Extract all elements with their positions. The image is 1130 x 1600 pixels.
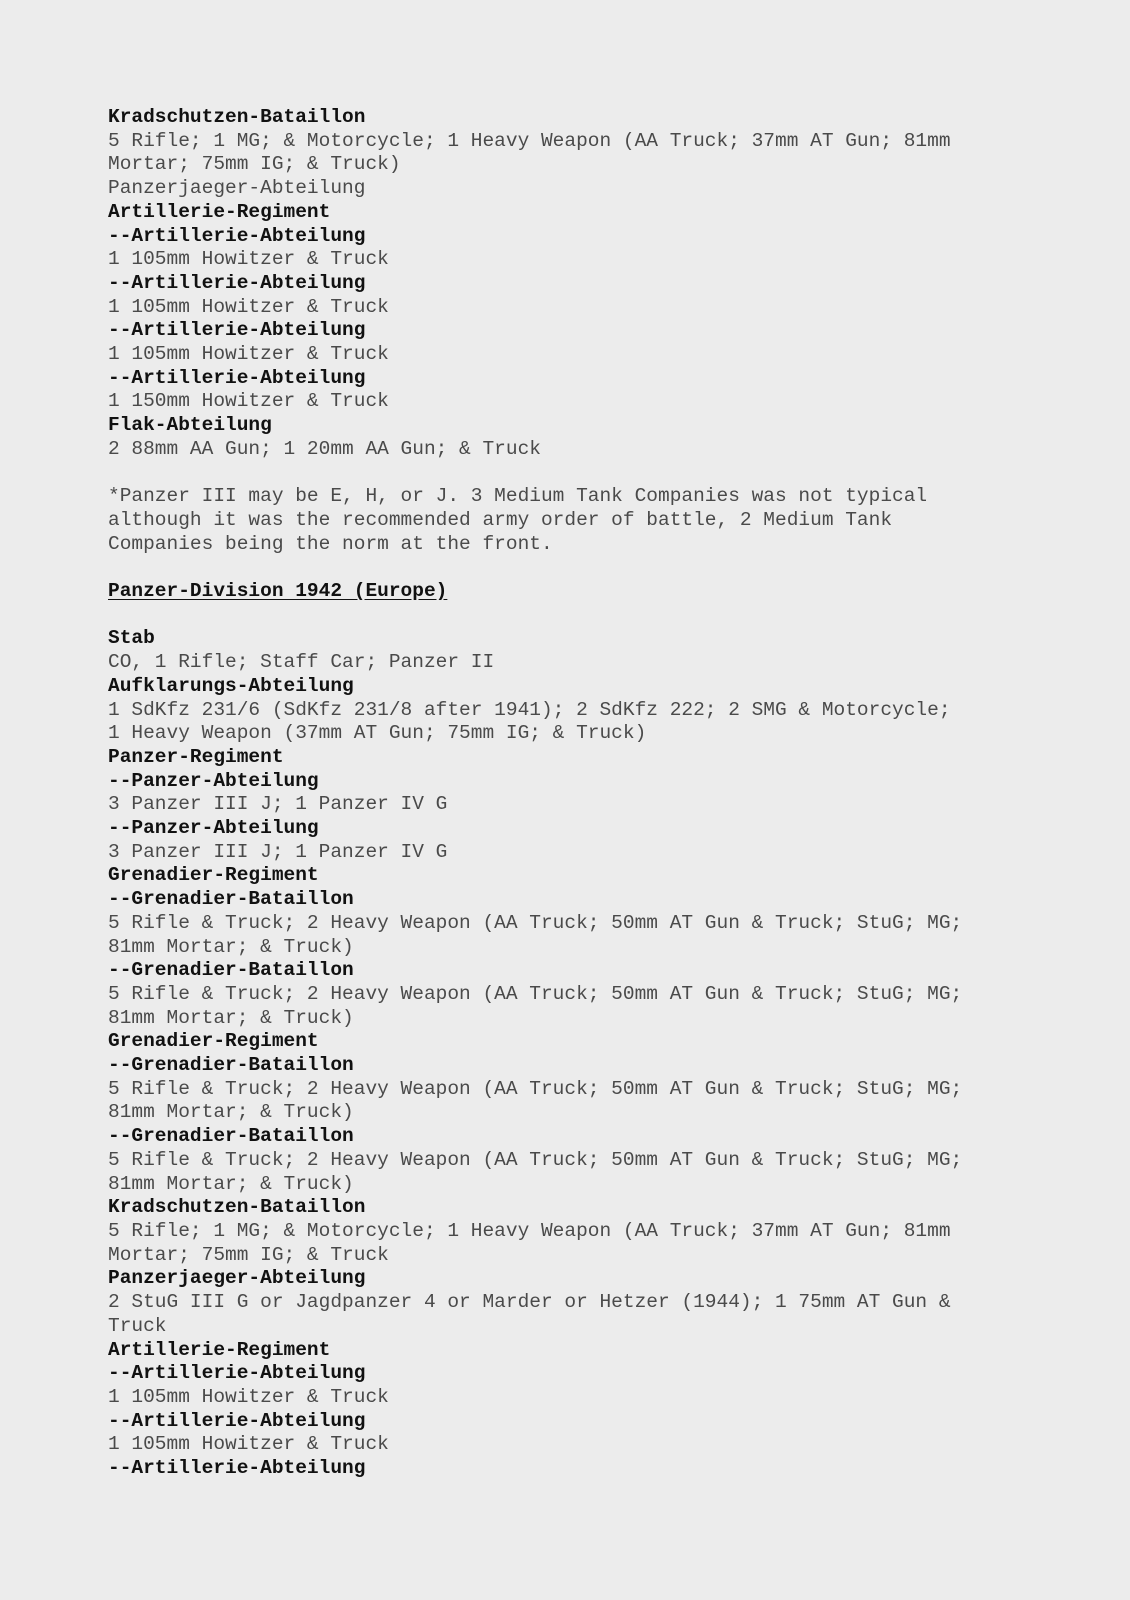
text-line: 81mm Mortar; & Truck) <box>108 1172 354 1195</box>
text-line: 1 105mm Howitzer & Truck <box>108 1433 389 1456</box>
text-line: CO, 1 Rifle; Staff Car; Panzer II <box>108 651 495 674</box>
text-line: 3 Panzer III J; 1 Panzer IV G <box>108 840 448 863</box>
unit-label: --Artillerie-Abteilung <box>108 319 366 342</box>
unit-label: Kradschutzen-Bataillon <box>108 106 366 128</box>
text-line: 5 Rifle; 1 MG; & Motorcycle; 1 Heavy Weapon (AA Truck; 37mm AT Gun; 81mm <box>108 1220 951 1242</box>
text-line: although it was the recommended army order of battle, 2 Medium Tank <box>108 508 893 531</box>
text-line: 1 105mm Howitzer & Truck <box>108 343 389 366</box>
unit-label: --Grenadier-Bataillon <box>108 888 354 911</box>
text-line: 5 Rifle & Truck; 2 Heavy Weapon (AA Truck; 50mm AT Gun & Truck; StuG; MG; <box>108 911 963 934</box>
text-line: 2 88mm AA Gun; 1 20mm AA Gun; & Truck <box>108 437 541 460</box>
text-line: Panzerjaeger-Abteilung <box>108 177 366 200</box>
unit-label: Flak-Abteilung <box>108 414 272 437</box>
unit-label: --Panzer-Abteilung <box>108 769 319 792</box>
text-line: 1 SdKfz 231/6 (SdKfz 231/8 after 1941); 2 SdKfz 222; 2 SMG & Motorcycle; <box>108 698 951 721</box>
unit-label: --Panzer-Abteilung <box>108 817 319 840</box>
unit-label: --Artillerie-Abteilung <box>108 1362 366 1385</box>
text-line: 2 StuG III G or Jagdpanzer 4 or Marder or Hetzer (1944); 1 75mm AT Gun & <box>108 1291 951 1314</box>
unit-label: --Grenadier-Bataillon <box>108 959 354 982</box>
text-line: 3 Panzer III J; 1 Panzer IV G <box>108 793 448 816</box>
unit-label: Panzerjaeger-Abteilung <box>108 1267 366 1290</box>
text-line: 81mm Mortar; & Truck) <box>108 935 354 958</box>
unit-label: --Grenadier-Bataillon <box>108 1125 354 1148</box>
blank-line <box>108 462 1108 486</box>
text-line: *Panzer III may be E, H, or J. 3 Medium Tank Companies was not typical <box>108 485 928 508</box>
text-line: 81mm Mortar; & Truck) <box>108 1006 354 1029</box>
unit-label: --Grenadier-Bataillon <box>108 1054 354 1077</box>
text-line: 1 Heavy Weapon (37mm AT Gun; 75mm IG; & Truck) <box>108 722 647 745</box>
text-line: Mortar; 75mm IG; & Truck <box>108 1243 389 1266</box>
text-line: 5 Rifle & Truck; 2 Heavy Weapon (AA Truck; 50mm AT Gun & Truck; StuG; MG; <box>108 1077 963 1100</box>
unit-label: Panzer-Regiment <box>108 745 284 768</box>
unit-label: --Artillerie-Abteilung <box>108 224 366 247</box>
text-line: 1 105mm Howitzer & Truck <box>108 248 389 271</box>
unit-label: --Artillerie-Abteilung <box>108 271 366 294</box>
text-line: 1 105mm Howitzer & Truck <box>108 1385 389 1408</box>
unit-label: Grenadier-Regiment <box>108 1030 319 1053</box>
unit-label: --Artillerie-Abteilung <box>108 1409 366 1432</box>
unit-label: Aufklarungs-Abteilung <box>108 674 354 697</box>
text-line: 1 150mm Howitzer & Truck <box>108 390 389 413</box>
unit-label: Artillerie-Regiment <box>108 200 331 223</box>
text-line: 5 Rifle & Truck; 2 Heavy Weapon (AA Truck; 50mm AT Gun & Truck; StuG; MG; <box>108 982 963 1005</box>
unit-label: --Artillerie-Abteilung <box>108 1457 366 1480</box>
unit-label: Kradschutzen-Bataillon <box>108 1196 366 1219</box>
unit-label: Grenadier-Regiment <box>108 864 319 887</box>
unit-label: Stab <box>108 627 155 650</box>
text-line: Truck <box>108 1314 167 1337</box>
text-line: 1 105mm Howitzer & Truck <box>108 295 389 318</box>
text-line: Mortar; 75mm IG; & Truck) <box>108 153 401 176</box>
blank-line <box>108 604 1108 628</box>
text-line: Companies being the norm at the front. <box>108 532 553 555</box>
section-heading: Panzer-Division 1942 (Europe) <box>108 580 448 603</box>
text-line: 5 Rifle & Truck; 2 Heavy Weapon (AA Truck; 50mm AT Gun & Truck; StuG; MG; <box>108 1148 963 1171</box>
blank-line <box>108 556 1108 580</box>
document-page <box>108 106 1108 1481</box>
unit-label: --Artillerie-Abteilung <box>108 366 366 389</box>
unit-label: Artillerie-Regiment <box>108 1338 331 1361</box>
text-line: 81mm Mortar; & Truck) <box>108 1101 354 1124</box>
text-line: 5 Rifle; 1 MG; & Motorcycle; 1 Heavy Weapon (AA Truck; 37mm AT Gun; 81mm <box>108 129 951 152</box>
